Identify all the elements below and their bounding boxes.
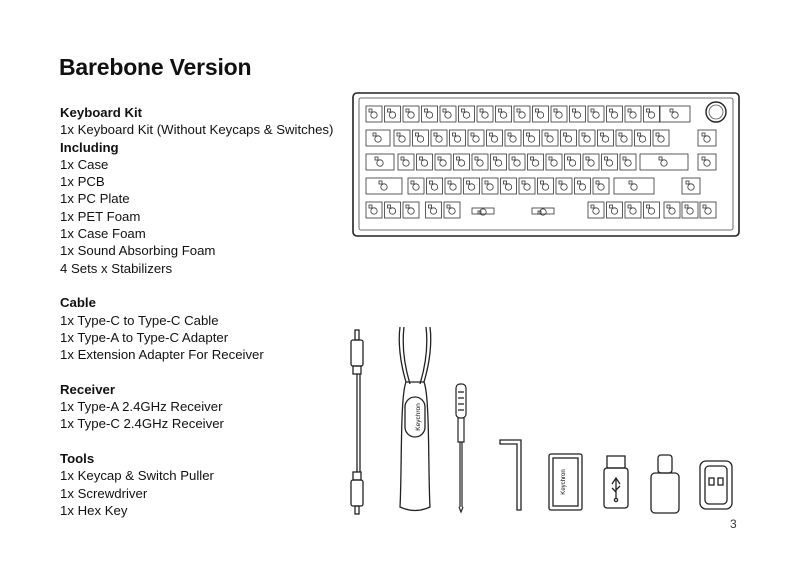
list-item: 1x Type-C to Type-C Cable <box>60 312 219 328</box>
list-item: 1x Case Foam <box>60 226 146 242</box>
list-item: 1x Keycap & Switch Puller <box>60 468 214 484</box>
list-item: 1x PCB <box>60 174 105 190</box>
usb-nano-receiver-icon <box>700 461 732 509</box>
list-item: 4 Sets x Stabilizers <box>60 260 173 276</box>
type-a-receiver-icon <box>604 456 628 508</box>
page-title: Barebone Version <box>59 54 252 80</box>
adapter-brand-label: Keychron <box>561 469 567 495</box>
list-item: 1x Keyboard Kit (Without Keycaps & Switches) <box>60 122 334 138</box>
type-c-receiver-icon <box>651 455 679 513</box>
spacer <box>60 277 360 294</box>
section-heading-cable: Cable <box>60 295 96 311</box>
list-item: 1x Case <box>60 156 109 172</box>
list-item: 1x Screwdriver <box>60 485 148 501</box>
puller-brand-label: Keychron <box>415 403 422 431</box>
receivers-illustration <box>646 452 736 518</box>
type-c-cable-icon <box>351 330 363 514</box>
list-item: 1x Extension Adapter For Receiver <box>60 347 264 363</box>
list-item: 1x PET Foam <box>60 208 141 224</box>
list-item: 1x Type-A 2.4GHz Receiver <box>60 399 223 415</box>
list-item: 1x Hex Key <box>60 502 128 518</box>
section-heading-keyboard-kit: Keyboard Kit <box>60 105 143 120</box>
package-contents-list <box>60 104 360 519</box>
list-item: 1x Type-C 2.4GHz Receiver <box>60 416 224 432</box>
hex-key-icon <box>500 440 521 510</box>
screwdriver-icon <box>456 384 466 512</box>
page-number: 3 <box>730 517 737 531</box>
accessories-illustration <box>340 322 640 517</box>
list-item: 1x Sound Absorbing Foam <box>60 243 216 259</box>
barebone-keyboard-illustration <box>352 92 742 240</box>
list-item: 1x Type-A to Type-C Adapter <box>60 329 229 345</box>
section-heading-receiver: Receiver <box>60 381 115 397</box>
subheading-including: Including <box>60 139 119 155</box>
spacer <box>60 433 360 450</box>
section-heading-tools: Tools <box>60 450 95 466</box>
list-item: 1x PC Plate <box>60 191 130 207</box>
spacer <box>60 363 360 380</box>
